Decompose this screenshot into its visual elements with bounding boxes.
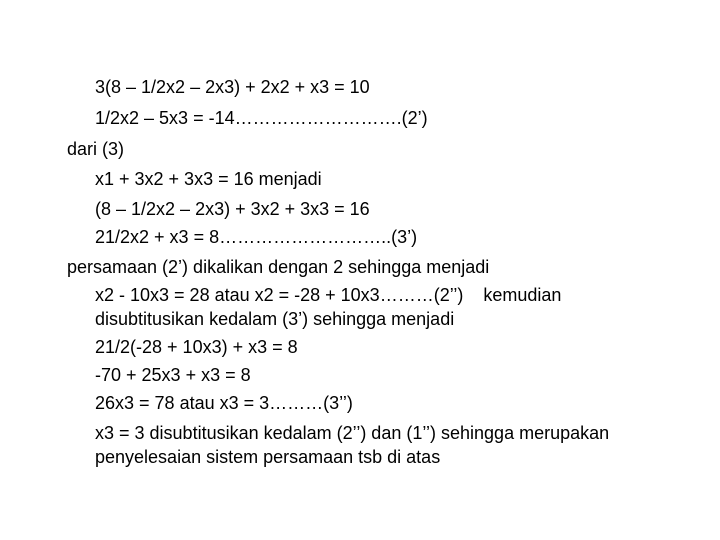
equation-2-double-prime: x2 - 10x3 = 28 atau x2 = -28 + 10x3………(2’’) <box>95 285 464 305</box>
equation-3-prime: 21/2x2 + x3 = 8………………………..(3’) <box>95 227 418 247</box>
equation-2-prime: 1/2x2 – 5x3 = -14……………………….(2’) <box>95 108 428 128</box>
then-word: kemudian <box>483 285 562 305</box>
equation-simplified: -70 + 25x3 + x3 = 8 <box>95 365 251 385</box>
conclusion-line-1: x3 = 3 disubtitusikan kedalam (2’’) dan (1’’) sehingga merupakan <box>95 423 610 443</box>
substitute-statement: disubtitusikan kedalam (3’) sehingga menjadi <box>95 309 455 329</box>
equation-2-double-prime-line <box>95 284 561 306</box>
equation-substitution-2: (8 – 1/2x2 – 2x3) + 3x2 + 3x3 = 16 <box>95 199 370 219</box>
from-equation-3-label: dari (3) <box>67 139 125 159</box>
equation-substitution-3: 21/2(-28 + 10x3) + x3 = 8 <box>95 337 298 357</box>
equation-3: x1 + 3x2 + 3x3 = 16 menjadi <box>95 169 322 189</box>
equation-3-double-prime: 26x3 = 78 atau x3 = 3………(3’’) <box>95 393 353 413</box>
multiply-statement: persamaan (2’) dikalikan dengan 2 sehingga menjadi <box>67 257 490 277</box>
equation-substitution-1: 3(8 – 1/2x2 – 2x3) + 2x2 + x3 = 10 <box>95 77 370 97</box>
conclusion-line-2: penyelesaian sistem persamaan tsb di atas <box>95 447 441 467</box>
